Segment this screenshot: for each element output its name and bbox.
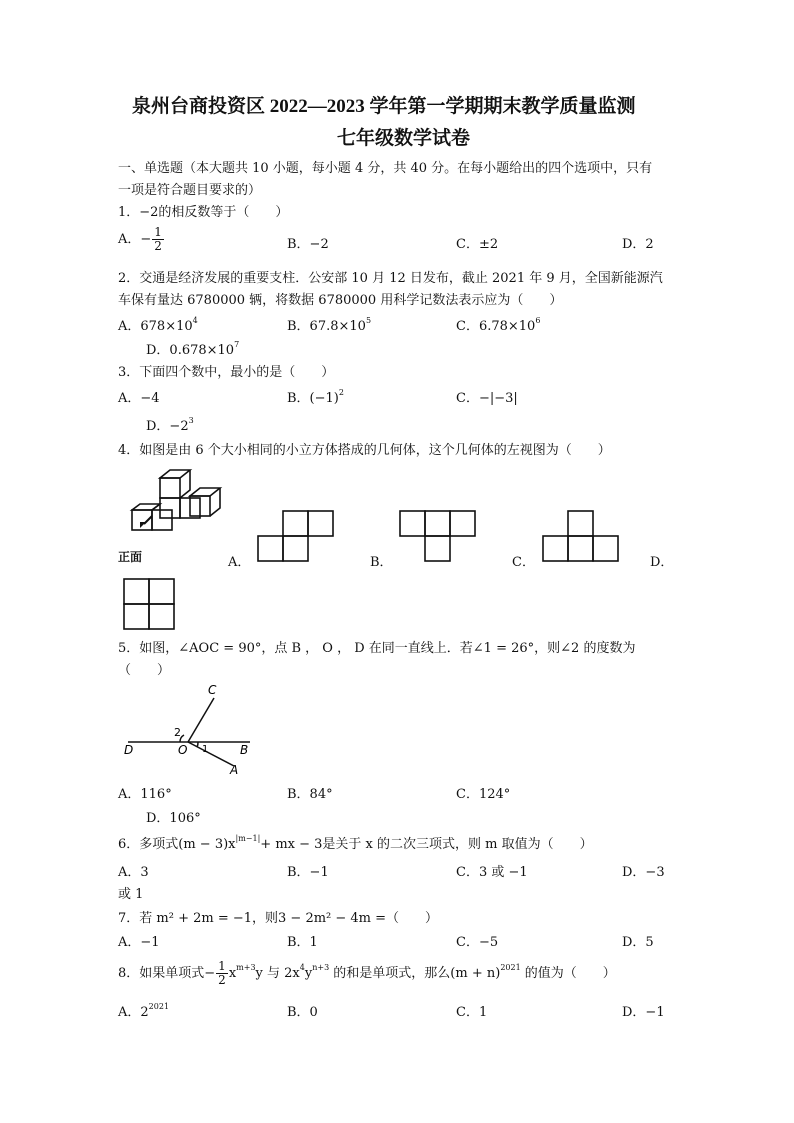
q8-stem-pre: 8．如果单项式−	[118, 966, 216, 981]
q7-option-d: D．5	[622, 935, 654, 950]
q6-stem-exponent: |m−1|	[235, 834, 261, 843]
q5-option-a: A．116°	[118, 787, 172, 802]
q7-stem: 7．若 m² + 2m = −1，则3 − 2m² − 4m =（ ）	[118, 911, 439, 926]
q4-front-label: 正面	[118, 550, 143, 564]
q3-option-d	[146, 418, 194, 436]
q3-option-b	[287, 390, 344, 408]
q8-exp4: 2021	[500, 963, 521, 972]
q4-option-c-figure	[543, 510, 619, 562]
q3-option-b-exponent: 2	[338, 388, 344, 397]
q2-option-b-text: B．67.8×10	[287, 319, 366, 334]
q8-stem-x1: x	[228, 966, 237, 981]
q2-option-a-exponent: 4	[192, 316, 198, 325]
q8-option-c: C．1	[456, 1005, 488, 1020]
q3-option-d-text: D．−2	[146, 419, 189, 434]
exam-subtitle: 七年级数学试卷	[337, 128, 471, 149]
q1-option-a-label: A．−	[118, 232, 152, 247]
fraction-numerator: 1	[218, 959, 226, 973]
q5-label-angle2: 2	[174, 726, 181, 739]
q5-label-d: D	[124, 743, 134, 757]
q2-option-d-text: D．0.678×10	[146, 343, 235, 358]
q2-option-d-exponent: 7	[234, 340, 240, 349]
q3-option-c: C．−|−3|	[456, 391, 518, 406]
fraction-denominator: 2	[154, 239, 162, 253]
q2-option-c-text: C．6.78×10	[456, 319, 536, 334]
q8-stem-post: 的值为（ ）	[520, 966, 616, 981]
q8-exp1: m+3	[236, 963, 256, 972]
q2-option-a	[118, 318, 198, 336]
q8-option-a-exponent: 2021	[148, 1002, 170, 1011]
q1-option-a	[118, 226, 165, 253]
q4-option-a-label: A．	[228, 555, 251, 570]
q6-option-d: D．−3	[622, 865, 665, 880]
q2-option-b-exponent: 5	[365, 316, 372, 325]
q4-option-b-label: B．	[370, 555, 393, 570]
q6-option-b: B．−1	[287, 865, 329, 880]
q1-option-c: C．±2	[456, 237, 499, 252]
q2-option-b	[287, 318, 371, 336]
q7-option-a: A．−1	[118, 935, 160, 950]
q8-exp3: n+3	[312, 963, 330, 972]
q6-stem-post: + mx − 3是关于 x 的二次三项式，则 m 取值为（ ）	[260, 837, 593, 852]
q4-option-b-figure	[400, 510, 476, 562]
q1-option-a-fraction	[152, 226, 164, 253]
q4-cube-figure	[118, 466, 228, 536]
q5-option-b: B．84°	[287, 787, 333, 802]
q6-option-a: A．3	[118, 865, 149, 880]
q2-option-c	[456, 318, 540, 336]
q4-option-d-label: D．	[650, 555, 674, 570]
section-instructions-line1: 一、单选题（本大题共 10 小题，每小题 4 分，共 40 分。在每小题给出的四个选项中，只有	[118, 161, 653, 176]
q5-angle-figure	[118, 682, 258, 777]
q2-option-a-text: A．678×10	[118, 319, 193, 334]
q5-stem-line2: （ ）	[118, 663, 171, 678]
fraction-numerator: 1	[154, 225, 162, 239]
q5-label-a: A	[230, 763, 239, 777]
q5-stem-line1: 5．如图，∠AOC = 90°，点 B ， O ， D 在同一直线上．若∠1 = 26°，则∠2 的度数为	[118, 641, 636, 656]
q1-option-b: B．−2	[287, 237, 329, 252]
q2-option-c-exponent: 6	[535, 316, 541, 325]
q6-option-c: C．3 或 −1	[456, 865, 528, 880]
q3-option-a: A．−4	[118, 391, 160, 406]
q1-stem: 1．−2的相反数等于（ ）	[118, 205, 289, 220]
q8-stem-mid4: 的和是单项式，那么(m + n)	[329, 966, 501, 981]
q3-option-d-exponent: 3	[188, 416, 194, 425]
section-instructions-line2: 一项是符合题目要求的）	[118, 183, 262, 198]
q8-stem	[118, 960, 616, 987]
q4-option-a-figure	[258, 510, 334, 562]
q6-stem-pre: 6．多项式(m − 3)x	[118, 837, 236, 852]
q8-option-b: B．0	[287, 1005, 318, 1020]
q3-stem: 3．下面四个数中，最小的是（ ）	[118, 365, 335, 380]
q7-option-c: C．−5	[456, 935, 499, 950]
q6-stem	[118, 836, 593, 854]
q5-label-angle1: 1	[202, 744, 209, 755]
q2-stem-line2: 车保有量达 6780000 辆，将数据 6780000 用科学记数法表示应为（ ）	[118, 293, 563, 308]
q4-option-d-figure	[124, 578, 176, 630]
q8-stem-y2: y	[304, 966, 313, 981]
q5-option-c: C．124°	[456, 787, 511, 802]
q4-stem: 4．如图是由 6 个大小相同的小立方体搭成的几何体，这个几何体的左视图为（ ）	[118, 443, 611, 458]
q8-fraction	[216, 960, 228, 987]
q5-option-d: D．106°	[146, 811, 201, 826]
exam-title: 泉州台商投资区 2022—2023 学年第一学期期末教学质量监测	[132, 96, 636, 117]
q5-label-b: B	[240, 743, 249, 757]
q8-option-a	[118, 1004, 169, 1022]
q8-exp2: 4	[299, 963, 305, 972]
q2-stem-line1: 2．交通是经济发展的重要支柱．公安部 10 月 12 日发布，截止 2021 年 9 月，全国新能源汽	[118, 271, 663, 286]
fraction-denominator: 2	[218, 973, 226, 987]
q8-option-a-text: A．2	[118, 1005, 149, 1020]
q5-label-o: O	[178, 743, 188, 757]
q4-option-c-label: C．	[512, 555, 535, 570]
q2-option-d	[146, 342, 239, 360]
q5-label-c: C	[208, 683, 217, 697]
q1-option-d: D．2	[622, 237, 654, 252]
q8-option-d: D．−1	[622, 1005, 665, 1020]
q3-option-b-text: B．(−1)	[287, 391, 339, 406]
q7-option-b: B．1	[287, 935, 318, 950]
q8-stem-mid2: y 与 2x	[255, 966, 300, 981]
q6-option-d-continued: 或 1	[118, 887, 144, 902]
